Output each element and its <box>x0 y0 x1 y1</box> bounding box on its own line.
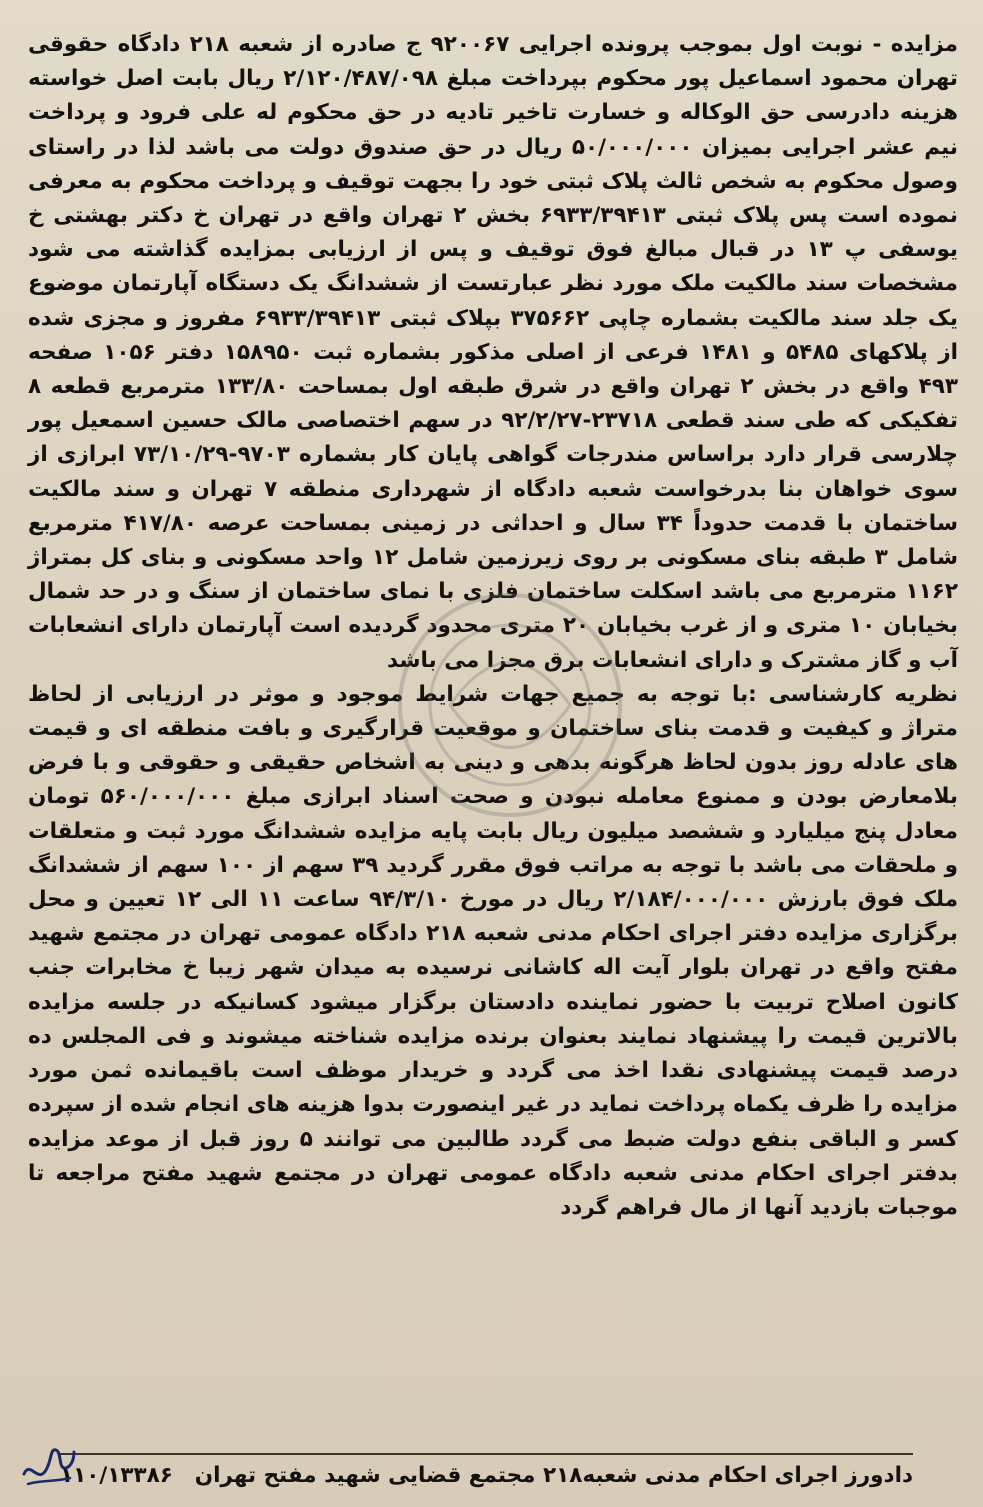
notice-paragraph-2: نظریه کارشناسی :با توجه به جمیع جهات شرایط موجود و موثر در ارزیابی از لحاظ متراژ و کیفیت و قدمت بنای ساختمان و موقعیت قرارگیری و بافت منطقه ای و قیمت های عادله روز بدون لحاظ هرگونه بدهی و دینی به اشخاص حقیقی و حقوقی و با فرض بلامعارض بودن و ممنوع معامله نبودن و صحت اسناد ابرازی مبلغ ۵۶۰/۰۰۰/۰۰۰ تومان معادل پنج میلیارد و ششصد میلیون ریال بابت پایه مزایده ششدانگ مورد ثبت و متعلقات و ملحقات می باشد با توجه به مراتب فوق مقرر گردید ۳۹ سهم از ۱۰۰ سهم از ششدانگ ملک فوق بارزش ۲/۱۸۴/۰۰۰/۰۰۰ ریال در مورخ ۹۴/۳/۱۰ ساعت ۱۱ الی ۱۲ تعیین و محل برگزاری مزایده دفتر اجرای احکام مدنی شعبه ۲۱۸ دادگاه عمومی تهران در مجتمع شهید مفتح واقع در تهران بلوار آیت اله کاشانی نرسیده به میدان شهر زیبا خ مخابرات جنب کانون اصلاح تربیت با حضور نماینده دادستان برگزار میشود کسانیکه در جلسه مزایده بالاترین قیمت را پیشنهاد نمایند بعنوان برنده مزایده شناخته میشوند و فی المجلس ده درصد قیمت پیشنهادی نقدا اخذ می گردد و خریدار موظف است باقیمانده ثمن مورد مزایده را ظرف یکماه پرداخت نماید در غیر اینصورت بدوا هزینه های انجام شده از سپرده کسر و الباقی بنفع دولت ضبط می گردد طالبین می توانند ۵ روز قبل از موعد مزایده بدفتر اجرای احکام مدنی شعبه دادگاه عمومی تهران در مجتمع شهید مفتح مراجعه تا موجبات بازدید آنها از مال فراهم گردد <box>28 681 959 1220</box>
handwritten-signature-icon <box>20 1440 78 1490</box>
notice-footer <box>60 1453 913 1493</box>
issuer-signature-line: دادورز اجرای احکام مدنی شعبه۲۱۸ مجتمع قضایی شهید مفتح تهران <box>194 1463 913 1488</box>
reference-number: ۱۱۰/۱۳۳۸۶ <box>60 1463 173 1488</box>
auction-notice <box>28 28 958 1225</box>
notice-paragraph-1: مزایده - نوبت اول بموجب پرونده اجرایی ۹۲۰۰۶۷ ج صادره از شعبه ۲۱۸ دادگاه حقوقی تهران محمود اسماعیل پور محکوم بپرداخت مبلغ ۲/۱۲۰/۴۸۷/۰۹۸ ریال بابت اصل خواسته هزینه دادرسی حق الوکاله و خسارت تاخیر تادیه در حق محکوم له علی فرود و پرداخت نیم عشر اجرایی بمیزان ۵۰/۰۰۰/۰۰۰ ریال در حق صندوق دولت می باشد لذا در راستای وصول محکوم به شخص ثالث پلاک ثبتی خود را بجهت توقیف و پرداخت محکوم به معرفی نموده است پس پلاک ثبتی ۶۹۳۳/۳۹۴۱۳ بخش ۲ تهران واقع در تهران خ دکتر بهشتی خ یوسفی پ ۱۳ در قبال مبالغ فوق توقیف و پس از ارزیابی بمزایده گذاشته می شود مشخصات سند مالکیت ملک مورد نظر عبارتست از ششدانگ یک دستگاه آپارتمان موضوع یک جلد سند مالکیت بشماره چاپی ۳۷۵۶۶۲ بپلاک ثبتی ۶۹۳۳/۳۹۴۱۳ مفروز و مجزی شده از پلاکهای ۵۴۸۵ و ۱۴۸۱ فرعی از اصلی مذکور بشماره ثبت ۱۵۸۹۵۰ دفتر ۱۰۵۶ صفحه ۴۹۳ واقع در بخش ۲ تهران واقع در شرق طبقه اول بمساحت ۱۳۳/۸۰ مترمربع قطعه ۸ تفکیکی که طی سند قطعی ۲۳۷۱۸-۹۲/۲/۲۷ در سهم اختصاصی مالک حسین اسمعیل پور چلارسی قرار دارد براساس مندرجات گواهی پایان کار بشماره ۹۷۰۳-۷۳/۱۰/۲۹ ابرازی از سوی خواهان بنا بدرخواست شعبه دادگاه از شهرداری منطقه ۷ تهران و سند مالکیت ساختمان با قدمت حدوداً ۳۴ سال و احداثی در زمینی بمساحت عرصه ۴۱۷/۸۰ مترمربع شامل ۳ طبقه بنای مسکونی بر روی زیرزمین شامل ۱۲ واحد مسکونی و بنای کل بمتراژ ۱۱۶۲ مترمربع می باشد اسکلت ساختمان فلزی با نمای ساختمان از سنگ و در حد شمال بخیابان ۱۰ متری و از غرب بخیابان ۲۰ متری محدود گردیده است آپارتمان دارای انشعابات آب و گاز مشترک و دارای انشعابات برق مجزا می باشد <box>28 32 959 673</box>
